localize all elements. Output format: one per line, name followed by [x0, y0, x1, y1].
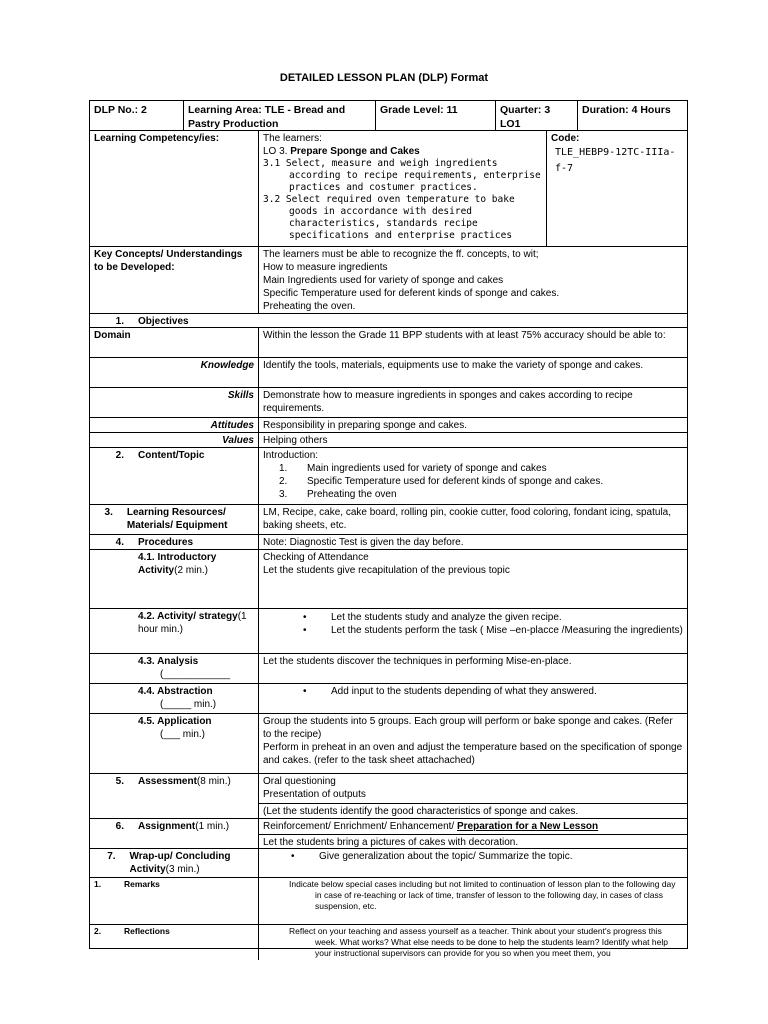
key-concept-line: The learners must be able to recognize the ff. concepts, to wit; — [263, 249, 539, 260]
code-cell — [547, 131, 687, 247]
competency-content — [259, 131, 547, 247]
key-concept-line: Preheating the oven. — [263, 301, 356, 312]
objectives-heading: 1. Objectives — [90, 314, 687, 328]
lo-line — [263, 145, 542, 158]
content-item: 3. Preheating the oven — [279, 489, 397, 500]
key-concepts-content — [259, 247, 687, 314]
reflections-text: Reflect on your teaching and assess yourself as a teacher. Think about your student's progress this week. What works? What else needs to be done to help the students learn? Identify what help your instructional supervisors can provide for you so when you meet them, you — [289, 926, 668, 958]
code-label: Code: — [551, 133, 580, 144]
wrapup-text — [259, 849, 687, 878]
competency-item: 3.1 Select, measure and weigh ingredients according to recipe requirements, enterprise practices and costumer practices. — [263, 158, 541, 193]
domain-label: Domain — [90, 328, 259, 358]
learning-area: Learning Area: TLE - Bread and Pastry Production — [184, 101, 376, 130]
lo-prefix: LO 3. — [263, 146, 291, 157]
abstraction-label: 4.4. Abstraction (_____ min.) — [90, 684, 259, 714]
content-text — [259, 448, 687, 505]
assignment-text: Reinforcement/ Enrichment/ Enhancement/ Preparation for a New Lesson Let the students bring a pictures of cakes with decoration. — [259, 819, 687, 849]
knowledge-text: Identify the tools, materials, equipments use to make the variety of sponge and cakes. — [259, 358, 687, 388]
resources-label: 3. Learning Resources/ Materials/ Equipment — [90, 505, 259, 535]
abstraction-text — [259, 684, 687, 714]
content-item: 2. Specific Temperature used for deferent kinds of sponge and cakes. — [279, 476, 604, 487]
quarter: Quarter: 3 LO1 — [496, 101, 578, 130]
competency-label: Learning Competency/ies: — [90, 131, 259, 247]
remarks-text: Indicate below special cases including but not limited to continuation of lesson plan to the following day in case of re-teaching or lack of time, transfer of lesson to the following day, in cases of class suspension, etc. — [259, 878, 687, 925]
application-label: 4.5. Application (___ min.) — [90, 714, 259, 774]
bullet-item: • Add input to the students depending of what they answered. — [303, 686, 597, 697]
header-row — [89, 100, 688, 131]
attitudes-label: Attitudes — [90, 418, 259, 433]
grade-level: Grade Level: 11 — [376, 101, 496, 130]
skills-text: Demonstrate how to measure ingredients in sponges and cakes according to recipe requirements. — [259, 388, 687, 418]
procedures-note: Note: Diagnostic Test is given the day before. — [259, 535, 687, 550]
key-concept-line: Main Ingredients used for variety of sponge and cakes — [263, 275, 504, 286]
content-label: 2. Content/Topic — [90, 448, 259, 505]
assignment-label: 6. Assignment(1 min.) — [90, 819, 259, 849]
analysis-text: Let the students discover the techniques in performing Mise-en-place. — [259, 654, 687, 684]
lo-title: Prepare Sponge and Cakes — [290, 146, 420, 157]
key-concepts-label: Key Concepts/ Understandings to be Developed: — [90, 247, 259, 314]
values-text: Helping others — [259, 433, 687, 448]
bullet-item: • Give generalization about the topic/ Summarize the topic. — [291, 851, 573, 862]
lesson-grid — [89, 131, 688, 958]
key-concept-line: Specific Temperature used for deferent kinds of sponge and cakes. — [263, 288, 560, 299]
remarks-label: 1. Remarks — [90, 878, 259, 925]
bullet-item: • Let the students perform the task ( Mise –en-placce /Measuring the ingredients) — [303, 625, 683, 636]
lesson-plan-table — [89, 100, 688, 958]
analysis-label: 4.3. Analysis (____________ — [90, 654, 259, 684]
introductory-activity-label: 4.1. Introductory Activity(2 min.) — [90, 550, 259, 609]
skills-label: Skills — [90, 388, 259, 418]
code-value: TLE_HEBP9-12TC-IIIa-f-7 — [555, 147, 676, 174]
activity-strategy-label: 4.2. Activity/ strategy(1 hour min.) — [90, 609, 259, 654]
procedures-label: 4. Procedures — [90, 535, 259, 550]
duration: Duration: 4 Hours — [582, 104, 671, 116]
attitudes-text: Responsibility in preparing sponge and cakes. — [259, 418, 687, 433]
activity-strategy-text — [259, 609, 687, 654]
competency-item: 3.2 Select required oven temperature to bake goods in accordance with desired characteristics, standards recipe specifications and enterprise practices — [263, 194, 515, 241]
knowledge-label: Knowledge — [90, 358, 259, 388]
introductory-activity-text: Checking of Attendance Let the students give recapitulation of the previous topic — [259, 550, 687, 609]
assessment-label: 5. Assessment(8 min.) — [90, 774, 259, 819]
wrapup-label: 7. Wrap-up/ Concluding Activity(3 min.) — [90, 849, 259, 878]
domain-text: Within the lesson the Grade 11 BPP students with at least 75% accuracy should be able to: — [259, 328, 687, 358]
assessment-text: Oral questioning Presentation of outputs (Let the students identify the good characteristics of sponge and cakes. — [259, 774, 687, 819]
content-intro: Introduction: — [263, 450, 319, 461]
competency-intro: The learners: — [263, 133, 322, 144]
key-concept-line: How to measure ingredients — [263, 262, 388, 273]
resources-text: LM, Recipe, cake, cake board, rolling pin, cookie cutter, food coloring, fondant icing, spatula, baking sheets, etc. — [259, 505, 687, 535]
values-label: Values — [90, 433, 259, 448]
content-item: 1. Main ingredients used for variety of sponge and cakes — [279, 463, 547, 474]
bullet-item: • Let the students study and analyze the given recipe. — [303, 612, 562, 623]
dlp-number: DLP No.: 2 — [90, 101, 184, 130]
document-title: DETAILED LESSON PLAN (DLP) Format — [279, 72, 489, 84]
reflections-label: 2. Reflections — [90, 925, 259, 960]
application-text: Group the students into 5 groups. Each group will perform or bake sponge and cakes. (Refer to the recipe) Perform in preheat in an oven and adjust the temperature based on the specification of sponge and cakes. (refer to the task sheet attachached) — [259, 714, 687, 774]
